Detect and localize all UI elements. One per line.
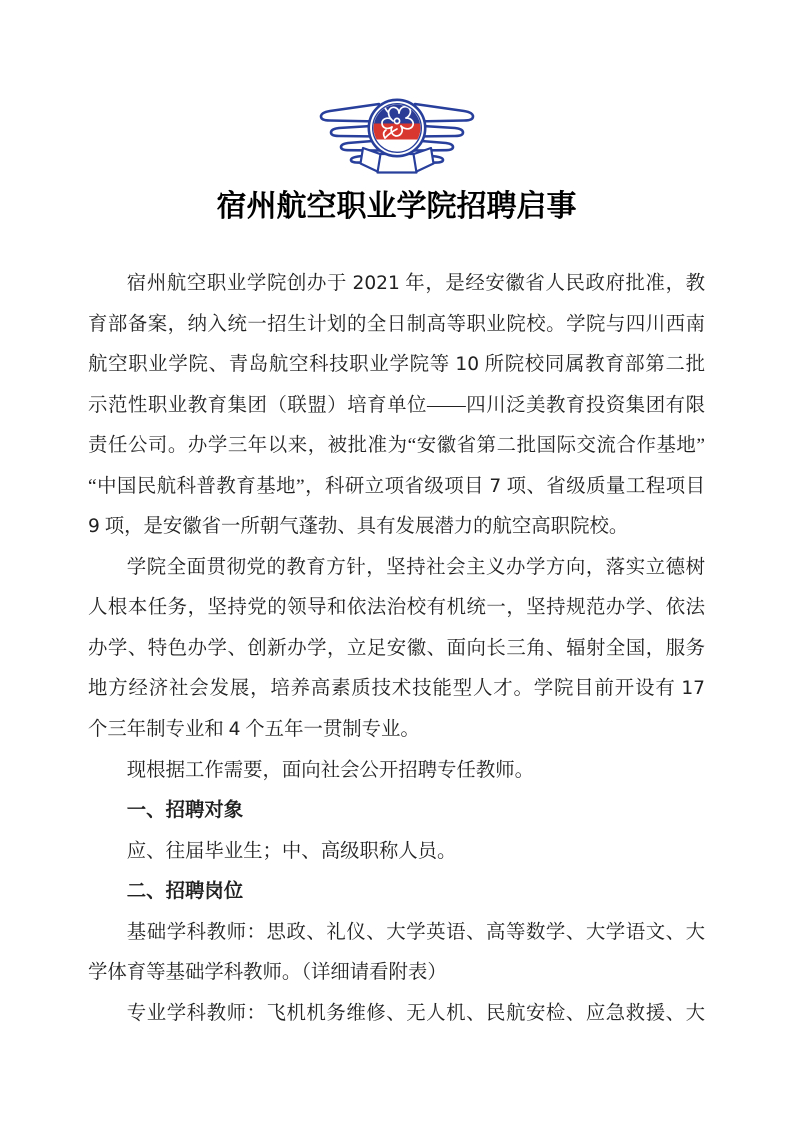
text-line: 现根据工作需要，面向社会公开招聘专任教师。	[126, 759, 534, 781]
numeral: 2021	[352, 273, 400, 294]
section-heading: 一、招聘对象	[126, 800, 244, 822]
aviation-wings-emblem-icon	[317, 92, 477, 178]
document-body	[88, 264, 705, 1034]
numeral: 10	[455, 354, 480, 376]
numeral: 9	[88, 516, 100, 538]
text-line: 人根本任务，坚持党的领导和依法治校有机统一，坚持规范办学、依法	[88, 597, 705, 619]
page-title: 宿州航空职业学院招聘启事	[216, 190, 577, 223]
numeral: 17	[681, 678, 705, 700]
text-line: 育部备案，纳入统一招生计划的全日制高等职业院校。学院与四川西南	[88, 313, 705, 335]
text-line: 宿州航空职业学院创办于 2021 年，是经安徽省人民政府批准，教	[126, 273, 705, 294]
section-heading: 二、招聘岗位	[126, 881, 244, 903]
text-line: 学院全面贯彻党的教育方针，坚持社会主义办学方向，落实立德树	[126, 556, 705, 578]
text-line: 个三年制专业和 4 个五年一贯制专业。	[88, 719, 420, 741]
text-line: “中国民航科普教育基地”，科研立项省级项目 7 项、省级质量工程项目	[88, 475, 705, 497]
text-line: 办学、特色办学、创新办学，立足安徽、面向长三角、辐射全国，服务	[88, 637, 705, 659]
text-line: 地方经济社会发展，培养高素质技术技能型人才。学院目前开设有 17	[88, 678, 705, 700]
numeral: 7	[489, 475, 502, 497]
college-emblem	[317, 92, 477, 178]
text-line: 应、往届毕业生；中、高级职称人员。	[126, 840, 457, 862]
numeral: 4	[228, 719, 241, 741]
emblem-circle-icon	[368, 100, 424, 156]
text-line: 示范性职业教育集团（联盟）培育单位——四川泛美教育投资集团有限	[88, 394, 705, 416]
text-line: 航空职业学院、青岛航空科技职业学院等 10 所院校同属教育部第二批	[88, 354, 705, 376]
text-line: 学体育等基础学科教师。（详细请看附表）	[88, 962, 447, 984]
text-line: 专业学科教师：飞机机务维修、无人机、民航安检、应急救援、大	[126, 1002, 705, 1024]
text-line: 责任公司。办学三年以来，被批准为“安徽省第二批国际交流合作基地”	[88, 435, 705, 457]
text-line: 9 项，是安徽省一所朝气蓬勃、具有发展潜力的航空高职院校。	[88, 516, 629, 538]
text-line: 基础学科教师：思政、礼仪、大学英语、高等数学、大学语文、大	[126, 921, 705, 943]
